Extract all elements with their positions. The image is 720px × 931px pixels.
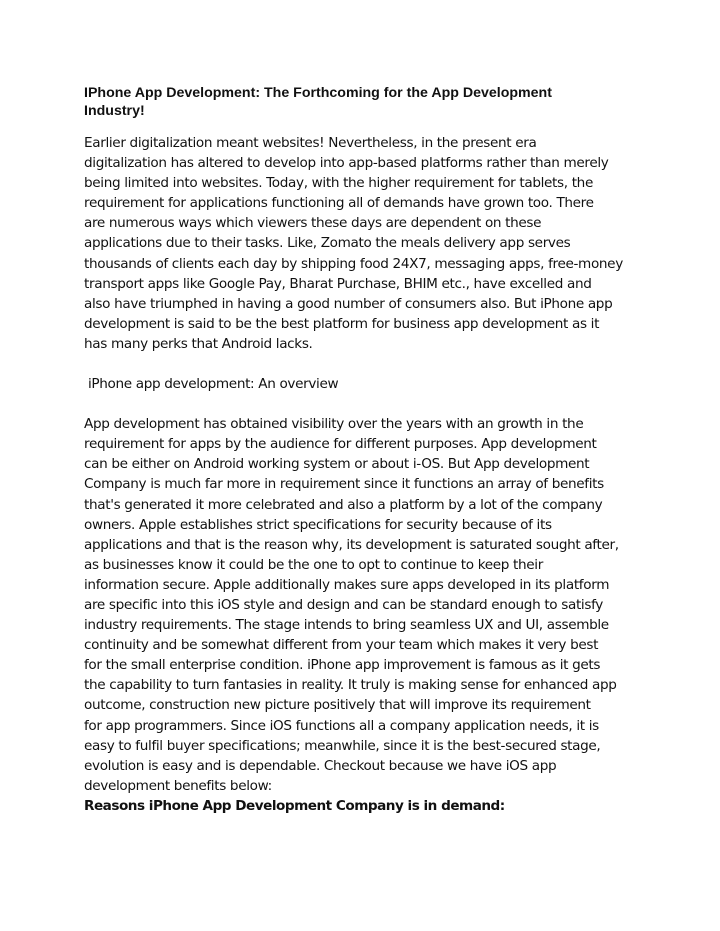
document-title: IPhone App Development: The Forthcoming for the App Development Industry!: [84, 85, 552, 119]
section-subheading: iPhone app development: An overview: [84, 376, 339, 393]
document-body: [84, 84, 644, 816]
paragraph-overview: App development has obtained visibility over the years with an growth in the requirement for apps by the audience for different purposes. App development can be either on Android working system or about i-OS. But App development Company is much far more in requirement since it functions an array of benefits that's generated it more celebrated and also a platform by a lot of the company owners. Apple establishes strict specifications for security because of its applications and that is the reason why, its development is saturated sought after, as businesses know it could be the one to opt to continue to keep their information secure. Apple additionally makes sure apps developed in its platform are specific into this iOS style and design and can be standard enough to satisfy industry requirements. The stage intends to bring seamless UX and UI, assemble continuity and be somewhat different from your team which makes it very best for the small enterprise condition. iPhone app improvement is famous as it gets the capability to turn fantasies in reality. It truly is making sense for enhanced app outcome, construction new picture positively that will improve its requirement for app programmers. Since iOS functions all a company application needs, it is easy to fulfil buyer specifications; meanwhile, since it is the best-secured stage, evolution is easy and is dependable. Checkout because we have iOS app development benefits below:: [84, 416, 619, 794]
paragraph-intro: Earlier digitalization meant websites! Nevertheless, in the present era digitalization has altered to develop into app-based platforms rather than merely being limited into websites. Today, with the higher requirement for tablets, the requirement for applications functioning all of demands have grown too. There are numerous ways which viewers these days are dependent on these applications due to their tasks. Like, Zomato the meals delivery app serves thousands of clients each day by shipping food 24X7, messaging apps, free-money transport apps like Google Pay, Bharat Purchase, BHIM etc., have excelled and also have triumphed in having a good number of consumers also. But iPhone app development is said to be the best platform for business app development as it has many perks that Android lacks.: [84, 135, 623, 352]
reasons-heading: Reasons iPhone App Development Company is in demand:: [84, 797, 505, 814]
